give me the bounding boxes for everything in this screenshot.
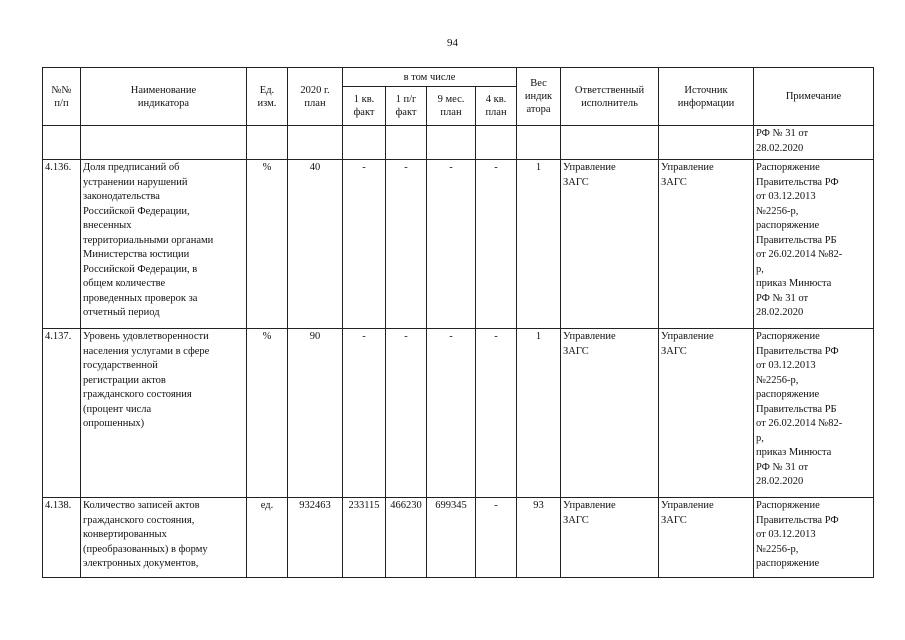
header-9m-plan: 9 мес. план [427,87,476,126]
row-plan: 90 [288,329,343,498]
row-q1 [343,126,386,160]
header-num: №№ п/п [43,68,81,126]
table-header [43,68,874,126]
row-q4: - [476,498,517,578]
header-unit: Ед. изм. [247,68,288,126]
header-h1-fact: 1 п/г факт [386,87,427,126]
row-source: Управление ЗАГС [659,329,754,498]
header-note: Примечание [754,68,874,126]
row-num: 4.137. [43,329,81,498]
header-plan-2020: 2020 г. план [288,68,343,126]
row-m9: - [427,160,476,329]
row-num [43,126,81,160]
table-row [43,126,874,160]
row-num: 4.136. [43,160,81,329]
row-responsible: Управление ЗАГС [561,160,659,329]
row-note: РФ № 31 от 28.02.2020 [754,126,874,160]
row-plan [288,126,343,160]
row-source: Управление ЗАГС [659,498,754,578]
row-h1 [386,126,427,160]
header-source: Источник информации [659,68,754,126]
row-source [659,126,754,160]
header-responsible: Ответственный исполнитель [561,68,659,126]
table-row [43,329,874,498]
row-weight [517,126,561,160]
header-weight: Вес индик атора [517,68,561,126]
row-q1: - [343,160,386,329]
row-q1: 233115 [343,498,386,578]
row-h1: - [386,329,427,498]
table-row [43,498,874,578]
row-q4: - [476,329,517,498]
row-responsible: Управление ЗАГС [561,329,659,498]
row-weight: 93 [517,498,561,578]
row-q4 [476,126,517,160]
row-responsible: Управление ЗАГС [561,498,659,578]
row-h1: 466230 [386,498,427,578]
row-name: Уровень удовлетворенности населения услугами в сфере государственной регистрации актов гражданского состояния (процент числа опрошенных) [81,329,247,498]
header-q4-plan: 4 кв. план [476,87,517,126]
header-q1-fact: 1 кв. факт [343,87,386,126]
row-weight: 1 [517,160,561,329]
row-unit [247,126,288,160]
row-m9: 699345 [427,498,476,578]
row-num: 4.138. [43,498,81,578]
row-h1: - [386,160,427,329]
row-note: Распоряжение Правительства РФ от 03.12.2013 №2256-р, распоряжение Правительства РБ от 26.02.2014 №82- р, приказ Минюста РФ № 31 от 28.02.2020 [754,160,874,329]
row-unit: ед. [247,498,288,578]
row-responsible [561,126,659,160]
row-name [81,126,247,160]
row-plan: 40 [288,160,343,329]
row-m9: - [427,329,476,498]
row-note: Распоряжение Правительства РФ от 03.12.2013 №2256-р, распоряжение Правительства РБ от 26.02.2014 №82- р, приказ Минюста РФ № 31 от 28.02.2020 [754,329,874,498]
row-name: Доля предписаний об устранении нарушений законодательства Российской Федерации, внесенных территориальными органами Министерства юстиции Российской Федерации, в общем количестве проведенных проверок за отчетный период [81,160,247,329]
row-name: Количество записей актов гражданского состояния, конвертированных (преобразованных) в форму электронных документов, [81,498,247,578]
row-weight: 1 [517,329,561,498]
row-unit: % [247,160,288,329]
indicators-table [42,67,874,578]
table-row [43,160,874,329]
page-number: 94 [447,37,458,49]
header-including: в том числе [343,68,517,87]
row-q4: - [476,160,517,329]
row-q1: - [343,329,386,498]
row-note: Распоряжение Правительства РФ от 03.12.2013 №2256-р, распоряжение [754,498,874,578]
row-m9 [427,126,476,160]
row-source: Управление ЗАГС [659,160,754,329]
header-name: Наименование индикатора [81,68,247,126]
row-plan: 932463 [288,498,343,578]
row-unit: % [247,329,288,498]
